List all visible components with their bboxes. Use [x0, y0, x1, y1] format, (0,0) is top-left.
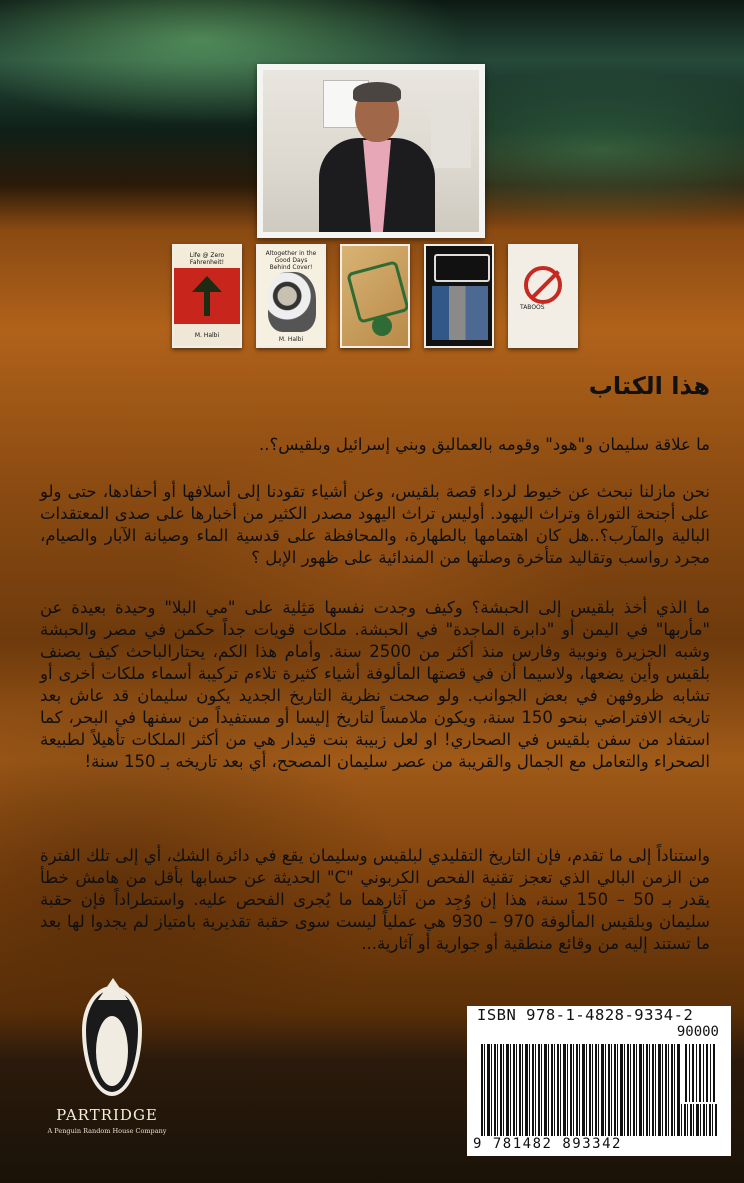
- photo-collage: [432, 286, 488, 340]
- author-portrait: [263, 70, 479, 232]
- book-author: M. Halbi: [194, 332, 220, 339]
- book-cover-3: [340, 244, 410, 348]
- price-barcode-bars: [681, 1044, 721, 1104]
- price-code: 90000: [676, 1024, 719, 1040]
- book-cover-1: [172, 244, 242, 348]
- isbn-barcode: [467, 1006, 731, 1156]
- blurb-paragraph-3: ما الذي أخذ بلقيس إلى الحبشة؟ وكيف وجدت نفسها مَثِلية على "مي البلا" وحيدة بعيدة عن "مأربها" في اليمن أو "دابرة الماجدة" في الحبشة. ملكات قويات جداً حكمن في مصر والحبشة وشبه الجزيرة ونوبية وفارس منذ أكثر من 2500 سنة. وأمام هذا الكم، يحتارالباحث كيف يصنف بلقيس وأين يضعها، ولاسيما أن في قصتها المألوفة أشياء كثيرة تلاءم تركيبة أسماء ملكات أخرى أو تشابه ظروفهن في بعض الجوانب. ولو صحت نظرية التاريخ الجديد يكون سليمان قد عاش بعد تاريخه الافتراضي بنحو 150 سنة، ويكون ملامساً لتاريخ إليسا أو مستفيداً من سفنها في البحر، كما استفاد من سفن بلقيس في الصحاري! او لعل زبيبة بنت قيدار هي من أكثر الملكات تأهيلاً لطبيعة الصحراء والتعامل مع الجمال والقريبة من عصر سليمان المصحح، أي بعد تاريخه بـ 150 سنة!: [40, 598, 710, 771]
- calligraphy-title-art: [346, 260, 410, 324]
- blurb-paragraph-1: ما علاقة سليمان و"هود" وقومه بالعماليق وبني إسرائيل وبلقيس؟..: [258, 435, 710, 454]
- portrait-sketch-illustration: [268, 272, 316, 332]
- prohibited-sign-icon: [524, 266, 562, 304]
- book-cover-2: [256, 244, 326, 348]
- blurb-paragraph-2: نحن مازلنا نبحث عن خيوط لرداء قصة بلقيس، وعن أشياء تقودنا إلى أسلافها أو أحفادها، حتى ولو على أجنحة التوراة وتراث اليهود. أوليس تراث اليهود مصدر الكثير من أخبارها على صدى المعتقدات البالية والمآرب؟..هل كان اهتمامها بالطهارة، والمحافظة على قدسية الماء وصيانة الآبار والصيام، مجرد رواسب وتقاليد متأخرة وصلتها من المندائية على ظهور الإبل ؟: [40, 482, 710, 567]
- other-books-row: [168, 244, 548, 352]
- blurb-paragraph-4: واستناداً إلى ما تقدم، فإن التاريخ التقليدي لبلقيس وسليمان يقع في دائرة الشك، أي إلى تلك الفترة من الزمن البالي الذي تعجز تقنية الفحص الكربوني "C" الحديثة عن حسابها بأقل من هامش خطأ يقدر بـ 50 – 150 سنة، هذا إن وُجِد من آثارهما ما يُجرى الفحص عليه. واستطراداً فإن حقبة سليمان وبلقيس المألوفة 970 – 930 هي عملياً ليست سوى حقبة تقديرية بامتياز لم يجدوا لها بعد ما تستند إليه من وقائع منطقية أو جوارية أو آثارية...: [40, 846, 711, 953]
- book-title: Life @ Zero Fahrenheit!: [189, 252, 225, 266]
- green-ornament-icon: [372, 316, 392, 336]
- publisher-logo: [44, 976, 170, 1136]
- isbn-label: ISBN 978-1-4828-9334-2: [477, 1006, 694, 1024]
- book-subtitle: TABOOS: [520, 304, 545, 311]
- book-title: Altogether in the Good Days Behind Cover!: [265, 250, 317, 271]
- calligraphy-title-art: [434, 254, 490, 282]
- publisher-name: PARTRIDGE: [56, 1106, 158, 1124]
- barcode-digits: 9 781482 893342: [473, 1136, 622, 1152]
- publisher-tagline: A Penguin Random House Company: [47, 1127, 167, 1135]
- book-cover-5: [508, 244, 578, 348]
- book-cover-4: [424, 244, 494, 348]
- author-photo: [257, 64, 485, 238]
- book-author: M. Halbi: [278, 336, 304, 343]
- palm-tree-illustration: [192, 276, 222, 316]
- section-heading: هذا الكتاب: [588, 372, 710, 400]
